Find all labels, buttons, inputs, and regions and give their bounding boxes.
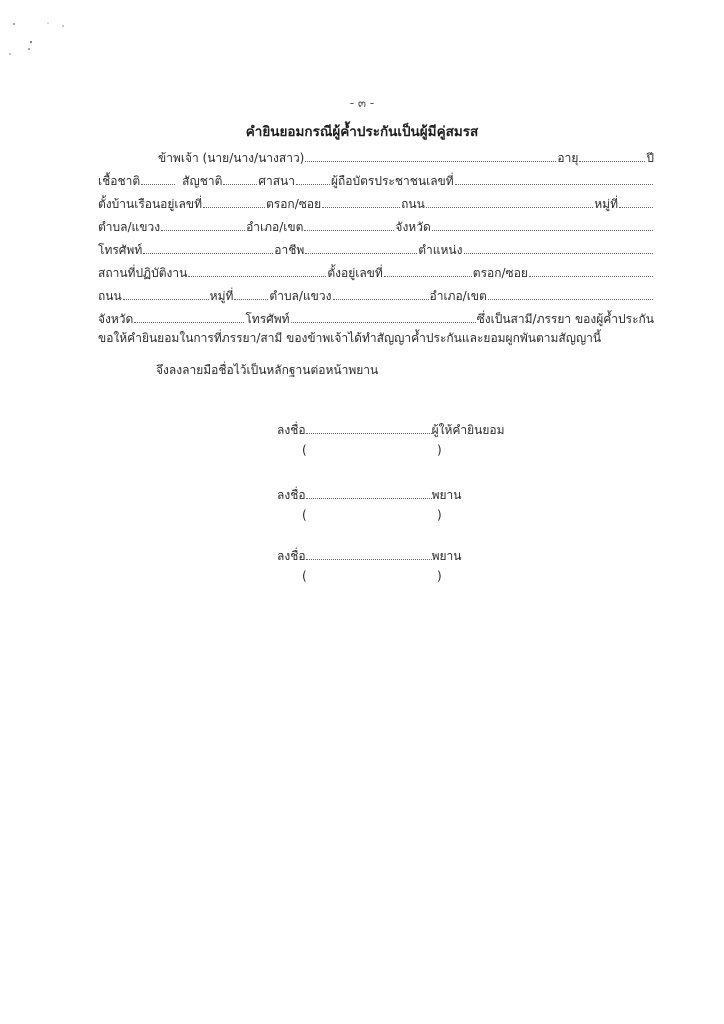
moo-field[interactable] (619, 194, 653, 208)
province-label: จังหวัด (395, 220, 431, 234)
id-card-label: ผู้ถือบัตรประชาชนเลขที่ (331, 174, 454, 188)
subdistrict2-label: ตำบล/แขวง (269, 289, 332, 303)
religion-label: ศาสนา (258, 174, 295, 188)
form-line-occupation (98, 240, 654, 260)
subdistrict-label: ตำบล/แขวง (98, 220, 161, 234)
alley-field[interactable] (322, 194, 400, 208)
age-field[interactable] (579, 148, 645, 162)
consenter-role-label: ผู้ให้คำยินยอม (431, 423, 505, 437)
form-line-work-contact (98, 309, 654, 329)
district2-label: อำเภอ/เขต (429, 289, 487, 303)
close-paren: ) (437, 508, 442, 522)
witness2-signature-line (277, 546, 461, 566)
road-label: ถนน (401, 197, 425, 211)
sign-label: ลงชื่อ (277, 423, 306, 437)
road2-field[interactable] (123, 286, 209, 300)
house-no-label: ตั้งบ้านเรือนอยู่เลขที่ (98, 197, 202, 211)
moo2-label: หมู่ที่ (209, 289, 234, 303)
form-line-declarant (98, 148, 654, 168)
phone-field[interactable] (143, 240, 273, 254)
occupation-field[interactable] (305, 240, 417, 254)
alley2-label: ตรอก/ซอย (472, 266, 528, 280)
position-label: ตำแหน่ง (418, 243, 463, 257)
document-title: คำยินยอมกรณีผู้ค้ำประกันเป็นผู้มีคู่สมรส (245, 124, 479, 140)
moo-label: หมู่ที่ (594, 197, 618, 211)
witness-statement: จึงลงลายมือชื่อไว้เป็นหลักฐานต่อหน้าพยาน (156, 363, 379, 377)
spouse-of-label: ซึ่งเป็นสามี/ภรรยา ของผู้ค้ำประกัน (476, 312, 654, 326)
consent-text: ขอให้คำยินยอมในการที่ภรรยา/สามี ของข้าพเจ้าได้ทำสัญญาค้ำประกันและยอมผูกพันตามสัญญานี้ (98, 331, 602, 345)
nationality-label: สัญชาติ (182, 174, 223, 188)
ethnicity-field[interactable] (141, 171, 175, 185)
form-line-identity (98, 171, 654, 191)
phone-label: โทรศัพท์ (98, 243, 143, 257)
district2-field[interactable] (488, 286, 653, 300)
declarant-label: ข้าพเจ้า (นาย/นาง/นางสาว) (158, 151, 305, 165)
position-field[interactable] (464, 240, 654, 254)
open-paren: ( (302, 508, 307, 522)
workplace-field[interactable] (188, 263, 326, 277)
open-paren: ( (302, 443, 307, 457)
sign-label: ลงชื่อ (277, 549, 306, 563)
province2-field[interactable] (134, 309, 244, 323)
district-label: อำเภอ/เขต (246, 220, 304, 234)
witness1-signature-line (277, 485, 461, 505)
province-field[interactable] (432, 217, 653, 231)
form-line-work-address (98, 286, 654, 306)
alley2-field[interactable] (529, 263, 653, 277)
witness1-signature-field[interactable] (306, 485, 432, 499)
consenter-signature-line (277, 420, 505, 440)
located-at-field[interactable] (384, 263, 472, 277)
phone2-field[interactable] (291, 309, 476, 323)
consenter-signature-field[interactable] (306, 420, 432, 434)
religion-field[interactable] (296, 171, 330, 185)
close-paren: ) (437, 443, 442, 457)
located-at-label: ตั้งอยู่เลขที่ (327, 266, 383, 280)
close-paren: ) (437, 569, 442, 583)
witness1-role-label: พยาน (431, 488, 462, 502)
years-label: ปี (646, 151, 654, 165)
sign-label: ลงชื่อ (277, 488, 306, 502)
witness2-role-label: พยาน (431, 549, 462, 563)
house-no-field[interactable] (203, 194, 265, 208)
witness2-signature-field[interactable] (306, 546, 432, 560)
nationality-field[interactable] (223, 171, 257, 185)
form-line-address (98, 194, 654, 214)
subdistrict-field[interactable] (161, 217, 245, 231)
alley-label: ตรอก/ซอย (265, 197, 322, 211)
id-card-field[interactable] (455, 171, 653, 185)
province2-label: จังหวัด (98, 312, 134, 326)
moo2-field[interactable] (234, 286, 268, 300)
form-line-locality (98, 217, 654, 237)
form-line-workplace (98, 263, 654, 283)
phone2-label: โทรศัพท์ (245, 312, 290, 326)
occupation-label: อาชีพ (274, 243, 305, 257)
subdistrict2-field[interactable] (333, 286, 429, 300)
scan-specks (0, 0, 80, 60)
open-paren: ( (302, 569, 307, 583)
workplace-label: สถานที่ปฏิบัติงาน (98, 266, 188, 280)
road2-label: ถนน (98, 289, 122, 303)
ethnicity-label: เชื้อชาติ (98, 174, 141, 188)
name-field[interactable] (305, 148, 556, 162)
age-label: อายุ (557, 151, 579, 165)
page-number: - ๓ - (349, 96, 375, 110)
district-field[interactable] (304, 217, 394, 231)
road-field[interactable] (426, 194, 593, 208)
